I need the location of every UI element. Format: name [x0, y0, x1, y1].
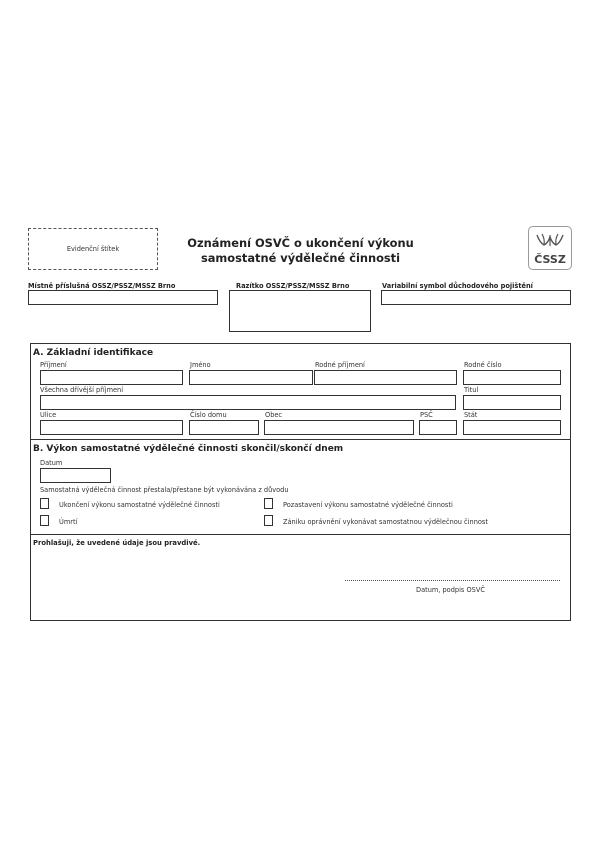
country-label: Stát [464, 411, 478, 419]
municipality-label: Obec [265, 411, 283, 419]
date-label: Datum [40, 459, 63, 467]
declaration-text: Prohlašuji, že uvedené údaje jsou pravdivé. [33, 539, 201, 547]
previous-surnames-field[interactable] [40, 395, 456, 410]
logo-text: ČSSZ [534, 253, 566, 266]
section-b-title: B. Výkon samostatné výdělečné činnosti skončil/skončí dnem [33, 444, 344, 454]
suspension-option-label: Pozastavení výkonu samostatné výdělečné činnosti [283, 501, 453, 509]
municipality-field[interactable] [264, 420, 414, 435]
date-field[interactable] [40, 468, 111, 483]
birth-number-field[interactable] [463, 370, 561, 385]
termination-option-label: Ukončení výkonu samostatné výdělečné činnosti [59, 501, 220, 509]
first-name-field[interactable] [189, 370, 313, 385]
surname-label: Příjmení [40, 361, 67, 369]
license-expiry-option-label: Zániku oprávnění vykonávat samostatnou výdělečnou činnost [283, 518, 488, 526]
evidence-label-box [28, 228, 158, 270]
stamp-label: Razítko OSSZ/PSSZ/MSSZ Brno [236, 282, 350, 290]
stamp-field[interactable] [229, 290, 371, 332]
birth-number-label: Rodné číslo [464, 361, 502, 369]
street-label: Ulice [40, 411, 57, 419]
signature-line[interactable] [345, 580, 560, 581]
birth-surname-label: Rodné příjmení [315, 361, 365, 369]
house-number-field[interactable] [189, 420, 259, 435]
license-expiry-checkbox[interactable] [264, 515, 273, 526]
varsym-label: Variabilní symbol důchodového pojištění [382, 282, 533, 290]
house-number-label: Číslo domu [190, 411, 227, 419]
form-title-line2: samostatné výdělečné činnosti [200, 251, 401, 265]
reason-label: Samostatná výdělečná činnost přestala/přestane být vykonávána z důvodu [40, 486, 289, 494]
first-name-label: Jméno [190, 361, 211, 369]
street-field[interactable] [40, 420, 183, 435]
postcode-field[interactable] [419, 420, 457, 435]
previous-surnames-label: Všechna dřívější příjmení [40, 386, 124, 394]
form-title-line1: Oznámení OSVČ o ukončení výkonu [187, 236, 414, 250]
death-option-label: Úmrtí [59, 518, 78, 526]
office-field[interactable] [28, 290, 218, 305]
declaration-section [30, 535, 571, 621]
section-a [30, 343, 571, 440]
form-title [168, 236, 433, 266]
section-a-title: A. Základní identifikace [33, 348, 154, 358]
office-label: Místně příslušná OSSZ/PSSZ/MSSZ Brno [28, 282, 176, 290]
cssz-logo [528, 226, 572, 270]
suspension-checkbox[interactable] [264, 498, 273, 509]
varsym-field[interactable] [381, 290, 571, 305]
section-b [30, 440, 571, 535]
country-field[interactable] [463, 420, 561, 435]
degree-field[interactable] [463, 395, 561, 410]
signature-label: Datum, podpis OSVČ [416, 586, 485, 594]
surname-field[interactable] [40, 370, 183, 385]
death-checkbox[interactable] [40, 515, 49, 526]
degree-label: Titul [464, 386, 479, 394]
termination-checkbox[interactable] [40, 498, 49, 509]
tulip-icon [529, 229, 571, 253]
postcode-label: PSČ [420, 411, 433, 419]
evidence-label-text: Evidenční štítek [66, 245, 120, 253]
birth-surname-field[interactable] [314, 370, 457, 385]
